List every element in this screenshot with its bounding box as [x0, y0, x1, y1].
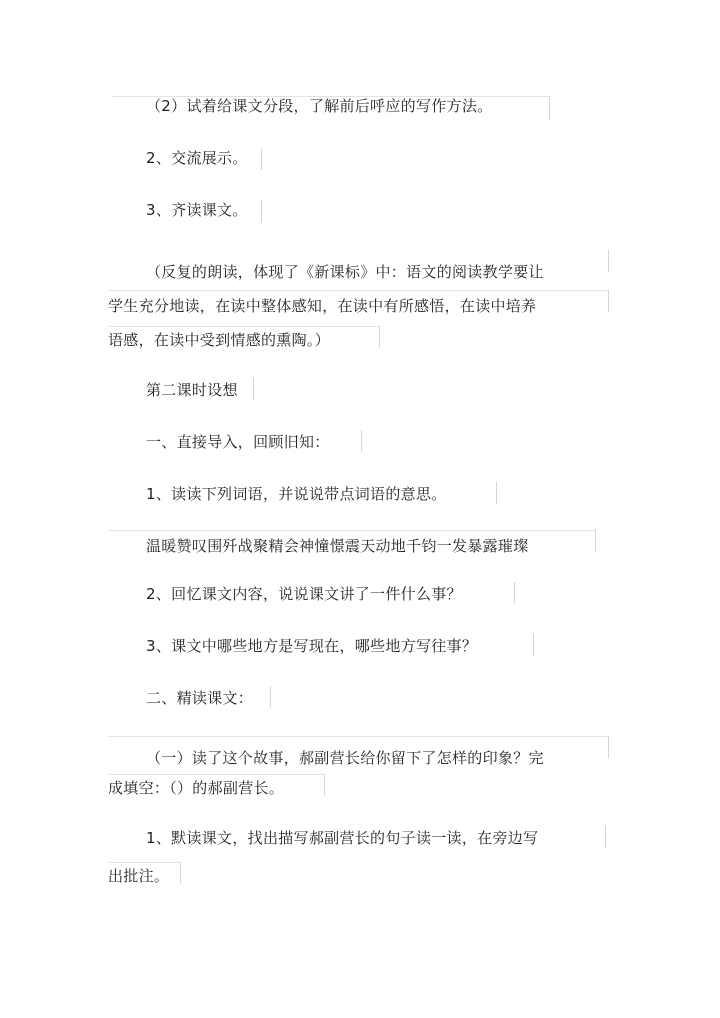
- step-direct-intro: 一、直接导入，回顾旧知：: [146, 433, 330, 451]
- step-read-words: 1、读读下列词语，并说说带点词语的意思。: [146, 485, 447, 503]
- paragraph-note-line-2: 学生充分地读，在读中整体感知，在读中有所感悟，在读中培养: [108, 297, 537, 315]
- cell-border: [108, 530, 596, 531]
- task-silent-reading-line-1: 1、默读课文，找出描写郝副营长的句子读一读，在旁边写: [146, 829, 539, 847]
- paragraph-step-2-subtask: （2）试着给课文分段，了解前后呼应的写作方法。: [146, 97, 493, 115]
- cell-border: [108, 862, 180, 863]
- question-impression-line-2: 成填空：（）的郝副营长。: [108, 779, 285, 797]
- cell-border: [108, 326, 380, 327]
- paragraph-exchange-display: 2、交流展示。: [146, 149, 248, 167]
- cell-border: [533, 634, 534, 656]
- paragraph-read-together: 3、齐读课文。: [146, 201, 248, 219]
- cell-border: [605, 826, 606, 848]
- cell-border: [549, 96, 550, 120]
- cell-border: [261, 200, 262, 222]
- question-impression-line-1: （一）读了这个故事，郝副营长给你留下了怎样的印象？完: [146, 749, 544, 767]
- section-heading-second-lesson: 第二课时设想: [146, 381, 238, 399]
- cell-border: [108, 736, 608, 737]
- step-present-and-past: 3、课文中哪些地方是写现在，哪些地方写往事？: [146, 637, 478, 655]
- task-silent-reading-line-2: 出批注。: [108, 867, 170, 885]
- cell-border: [270, 686, 271, 708]
- step-recall-content: 2、回忆课文内容，说说课文讲了一件什么事？: [146, 585, 462, 603]
- cell-border: [361, 430, 362, 452]
- cell-border: [608, 736, 609, 758]
- section-heading-close-reading: 二、精读课文：: [146, 689, 254, 707]
- cell-border: [608, 250, 609, 272]
- cell-border: [595, 530, 596, 552]
- cell-border: [608, 290, 609, 312]
- cell-border: [108, 774, 324, 775]
- cell-border: [379, 326, 380, 348]
- cell-border: [108, 290, 608, 291]
- paragraph-note-line-1: （反复的朗读，体现了《新课标》中：语文的阅读教学要让: [146, 263, 544, 281]
- cell-border: [253, 378, 254, 400]
- paragraph-note-line-3: 语感，在读中受到情感的熏陶。）: [108, 331, 331, 349]
- cell-border: [261, 148, 262, 170]
- cell-border: [180, 862, 181, 884]
- cell-border: [514, 582, 515, 604]
- cell-border: [324, 774, 325, 796]
- vocabulary-list: 温暖赞叹围歼战聚精会神憧憬震天动地千钧一发暴露璀璨: [146, 537, 529, 555]
- cell-border: [496, 482, 497, 504]
